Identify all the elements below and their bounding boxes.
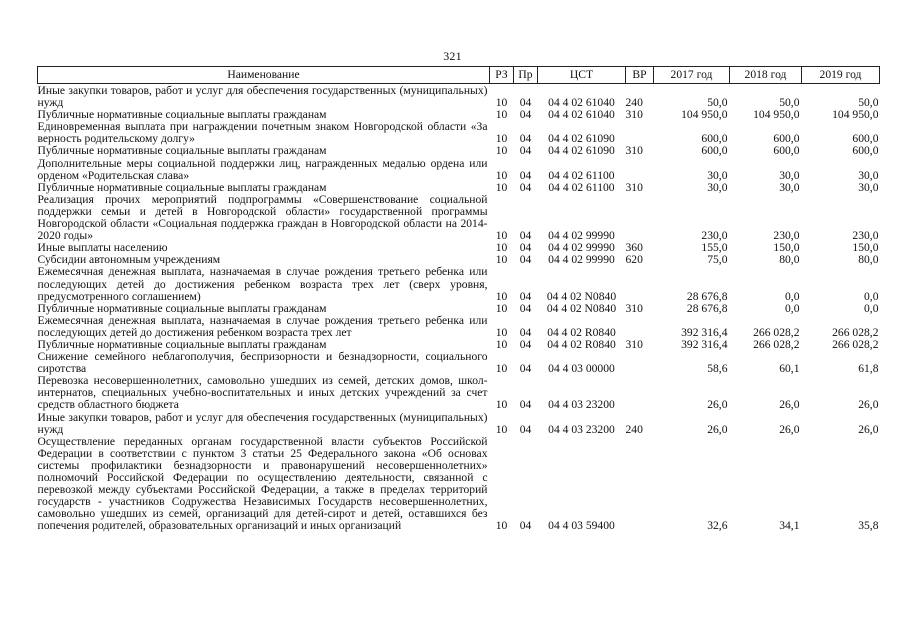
table-row [38, 436, 880, 533]
row-cst: 04 4 02 R0840 [547, 325, 616, 339]
header-2018: 2018 год [730, 67, 802, 84]
row-2019: 80,0 [858, 253, 879, 267]
row-vr [626, 436, 654, 533]
row-2019: 230,0 [852, 229, 879, 243]
row-rz: 10 [495, 398, 508, 412]
row-2019: 26,0 [858, 398, 879, 412]
row-2019: 50,0 [858, 96, 879, 110]
row-rz: 10 [495, 325, 508, 339]
row-vr [626, 375, 654, 411]
row-rz: 10 [495, 301, 508, 315]
row-2018: 600,0 [773, 132, 800, 146]
row-rz: 10 [495, 108, 508, 122]
row-pr: 04 [519, 180, 532, 194]
row-2017: 26,0 [707, 398, 728, 412]
row-vr: 240 [625, 96, 643, 110]
row-2017: 30,0 [707, 168, 728, 182]
row-2018: 80,0 [779, 253, 800, 267]
row-2017: 26,0 [707, 422, 728, 436]
row-rz: 10 [495, 337, 508, 351]
row-name: Перевозка несовершеннолетних, самовольно ушедших из семей, детских домов, школ-интернатов, специальных учебно-воспитательных и иных детских учреждений за счет средств областного бюджета [37, 374, 488, 412]
row-rz: 10 [495, 96, 508, 110]
row-rz: 10 [495, 362, 508, 376]
row-name: Осуществление переданных органам государственной власти субъектов Российской Федерации в соответствии с пунктом 3 статьи 25 Федерального закона «Об основах системы профилактики безнадзорности и правонарушений несовершеннолетних» полномочий Российской Федерации по осуществлению деятельности, связанной с перевозкой между субъектами Российской Федерации, а также в пределах территорий государств - участников Содружества Независимых Государств несовершеннолетних, самовольно ушедших из семей, организаций для детей-сирот и детей, оставшихся без попечения родителей, образовательных организаций и иных организаций [37, 434, 488, 533]
row-2017: 392 316,4 [681, 325, 728, 339]
row-2019: 600,0 [852, 144, 879, 158]
row-2019: 30,0 [858, 180, 879, 194]
row-pr: 04 [519, 132, 532, 146]
row-name: Публичные нормативные социальные выплаты гражданам [37, 180, 327, 194]
row-pr: 04 [519, 108, 532, 122]
row-rz: 10 [495, 168, 508, 182]
table-row [38, 266, 880, 302]
row-2017: 230,0 [701, 229, 728, 243]
row-rz: 10 [495, 229, 508, 243]
row-cst: 04 4 02 61090 [548, 132, 615, 146]
row-2018: 266 028,2 [753, 325, 800, 339]
row-pr: 04 [519, 289, 532, 303]
table-row [38, 145, 880, 157]
row-cst: 04 4 03 00000 [548, 362, 615, 376]
row-name: Ежемесячная денежная выплата, назначаемая в случае рождения третьего ребенка или последующих детей до достижения ребенком возраста трех лет (сверх уровня, предусмотренного соглашением) [37, 265, 488, 303]
row-rz: 10 [495, 180, 508, 194]
table-row [38, 121, 880, 145]
table-row [38, 158, 880, 182]
row-2017: 600,0 [701, 144, 728, 158]
row-cst: 04 4 02 61040 [548, 108, 615, 122]
row-2018: 600,0 [773, 144, 800, 158]
row-pr: 04 [519, 362, 532, 376]
row-2018: 26,0 [779, 398, 800, 412]
row-2019: 600,0 [852, 132, 879, 146]
row-pr: 04 [519, 229, 532, 243]
row-name: Единовременная выплата при награждении почетным знаком Новгородской области «За верность родительскому долгу» [37, 120, 488, 146]
row-2019: 266 028,2 [832, 337, 879, 351]
row-2017: 28 676,8 [686, 301, 728, 315]
row-pr: 04 [519, 398, 532, 412]
row-vr: 310 [625, 144, 643, 158]
row-vr [626, 121, 654, 145]
row-cst: 04 4 03 23200 [548, 422, 615, 436]
row-vr [626, 315, 654, 339]
row-pr: 04 [519, 241, 532, 255]
row-pr: 04 [519, 253, 532, 267]
row-2018: 30,0 [779, 180, 800, 194]
row-vr [626, 266, 654, 302]
row-2017: 58,6 [707, 362, 728, 376]
row-2019: 61,8 [858, 362, 879, 376]
row-cst: 04 4 02 61100 [548, 180, 615, 194]
row-vr [626, 194, 654, 242]
table-row [38, 194, 880, 242]
row-name: Иные закупки товаров, работ и услуг для обеспечения государственных (муниципальных) нужд [37, 410, 488, 436]
row-2017: 30,0 [707, 180, 728, 194]
row-vr: 360 [625, 241, 643, 255]
table-row [38, 412, 880, 436]
row-2019: 35,8 [858, 519, 879, 533]
row-vr: 310 [625, 180, 643, 194]
row-cst: 04 4 02 61090 [548, 144, 615, 158]
row-name: Публичные нормативные социальные выплаты гражданам [37, 337, 327, 351]
row-2019: 266 028,2 [832, 325, 879, 339]
row-rz: 10 [495, 241, 508, 255]
row-pr: 04 [519, 301, 532, 315]
header-2019: 2019 год [802, 67, 880, 84]
row-2018: 34,1 [779, 519, 800, 533]
row-2018: 230,0 [773, 229, 800, 243]
row-cst: 04 4 02 N0840 [546, 301, 617, 315]
row-vr: 310 [625, 337, 643, 351]
row-vr: 240 [625, 422, 643, 436]
row-vr [626, 158, 654, 182]
row-pr: 04 [519, 144, 532, 158]
table-row [38, 315, 880, 339]
row-2018: 30,0 [779, 168, 800, 182]
budget-table [37, 66, 880, 532]
row-2017: 75,0 [707, 253, 728, 267]
row-pr: 04 [519, 325, 532, 339]
row-rz: 10 [495, 519, 508, 533]
row-rz: 10 [495, 253, 508, 267]
row-cst: 04 4 02 61100 [548, 168, 615, 182]
row-2018: 60,1 [779, 362, 800, 376]
header-name: Наименование [38, 67, 490, 84]
row-vr [626, 351, 654, 375]
table-row [38, 84, 880, 110]
row-cst: 04 4 03 59400 [548, 519, 615, 533]
row-name: Публичные нормативные социальные выплаты гражданам [37, 301, 327, 315]
row-rz: 10 [495, 144, 508, 158]
row-2018: 26,0 [779, 422, 800, 436]
page-number: 321 [443, 49, 462, 63]
row-2018: 50,0 [779, 96, 800, 110]
row-2017: 392 316,4 [681, 337, 728, 351]
row-2017: 50,0 [707, 96, 728, 110]
header-2017: 2017 год [654, 67, 730, 84]
row-pr: 04 [519, 519, 532, 533]
row-2018: 0,0 [785, 301, 800, 315]
row-pr: 04 [519, 337, 532, 351]
row-2018: 266 028,2 [753, 337, 800, 351]
row-name: Снижение семейного неблагополучия, беспризорности и безнадзорности, социального сиротства [37, 350, 488, 376]
row-2018: 150,0 [773, 241, 800, 255]
row-vr: 310 [625, 108, 643, 122]
row-rz: 10 [495, 289, 508, 303]
row-rz: 10 [495, 422, 508, 436]
row-cst: 04 4 02 99990 [548, 229, 615, 243]
row-name: Иные выплаты населению [37, 241, 168, 255]
row-name: Ежемесячная денежная выплата, назначаемая в случае рождения третьего ребенка или последующих детей до достижения ребенком возраста трех лет [37, 313, 488, 339]
table-row [38, 375, 880, 411]
row-2019: 26,0 [858, 422, 879, 436]
row-2017: 28 676,8 [686, 289, 728, 303]
row-2019: 0,0 [864, 301, 879, 315]
row-name: Дополнительные меры социальной поддержки лиц, награжденных медалью ордена или орденом «Родительская слава» [37, 156, 488, 182]
row-cst: 04 4 02 99990 [548, 253, 615, 267]
row-name: Публичные нормативные социальные выплаты гражданам [37, 108, 327, 122]
header-pr: Пр [514, 67, 538, 84]
table-row [38, 303, 880, 315]
row-2017: 155,0 [701, 241, 728, 255]
row-2019: 0,0 [864, 289, 879, 303]
row-pr: 04 [519, 168, 532, 182]
row-2017: 600,0 [701, 132, 728, 146]
row-vr: 620 [625, 253, 643, 267]
row-cst: 04 4 02 N0840 [546, 289, 617, 303]
table-header-row [38, 67, 880, 84]
row-cst: 04 4 02 99990 [548, 241, 615, 255]
header-vr: ВР [626, 67, 654, 84]
table-body [38, 84, 880, 533]
row-2018: 0,0 [785, 289, 800, 303]
row-2019: 30,0 [858, 168, 879, 182]
row-vr: 310 [625, 301, 643, 315]
row-2019: 150,0 [852, 241, 879, 255]
row-name: Субсидии автономным учреждениям [37, 253, 221, 267]
row-2019: 104 950,0 [832, 108, 879, 122]
header-rz: РЗ [490, 67, 514, 84]
row-2017: 32,6 [707, 519, 728, 533]
row-2017: 104 950,0 [681, 108, 728, 122]
row-name: Реализация прочих мероприятий подпрограммы «Совершенствование социальной поддержки семьи и детей в Новгородской области» государственной программы Новгородской области «Социальная поддержка граждан в Новгородской области на 2014-2020 годы» [37, 192, 488, 243]
row-name: Публичные нормативные социальные выплаты гражданам [37, 144, 327, 158]
row-pr: 04 [519, 422, 532, 436]
row-cst: 04 4 02 R0840 [547, 337, 616, 351]
row-rz: 10 [495, 132, 508, 146]
row-2018: 104 950,0 [753, 108, 800, 122]
row-name: Иные закупки товаров, работ и услуг для обеспечения государственных (муниципальных) нужд [37, 84, 488, 110]
row-cst: 04 4 03 23200 [548, 398, 615, 412]
table-row [38, 351, 880, 375]
row-cst: 04 4 02 61040 [548, 96, 615, 110]
row-pr: 04 [519, 96, 532, 110]
header-cst: ЦСТ [538, 67, 626, 84]
